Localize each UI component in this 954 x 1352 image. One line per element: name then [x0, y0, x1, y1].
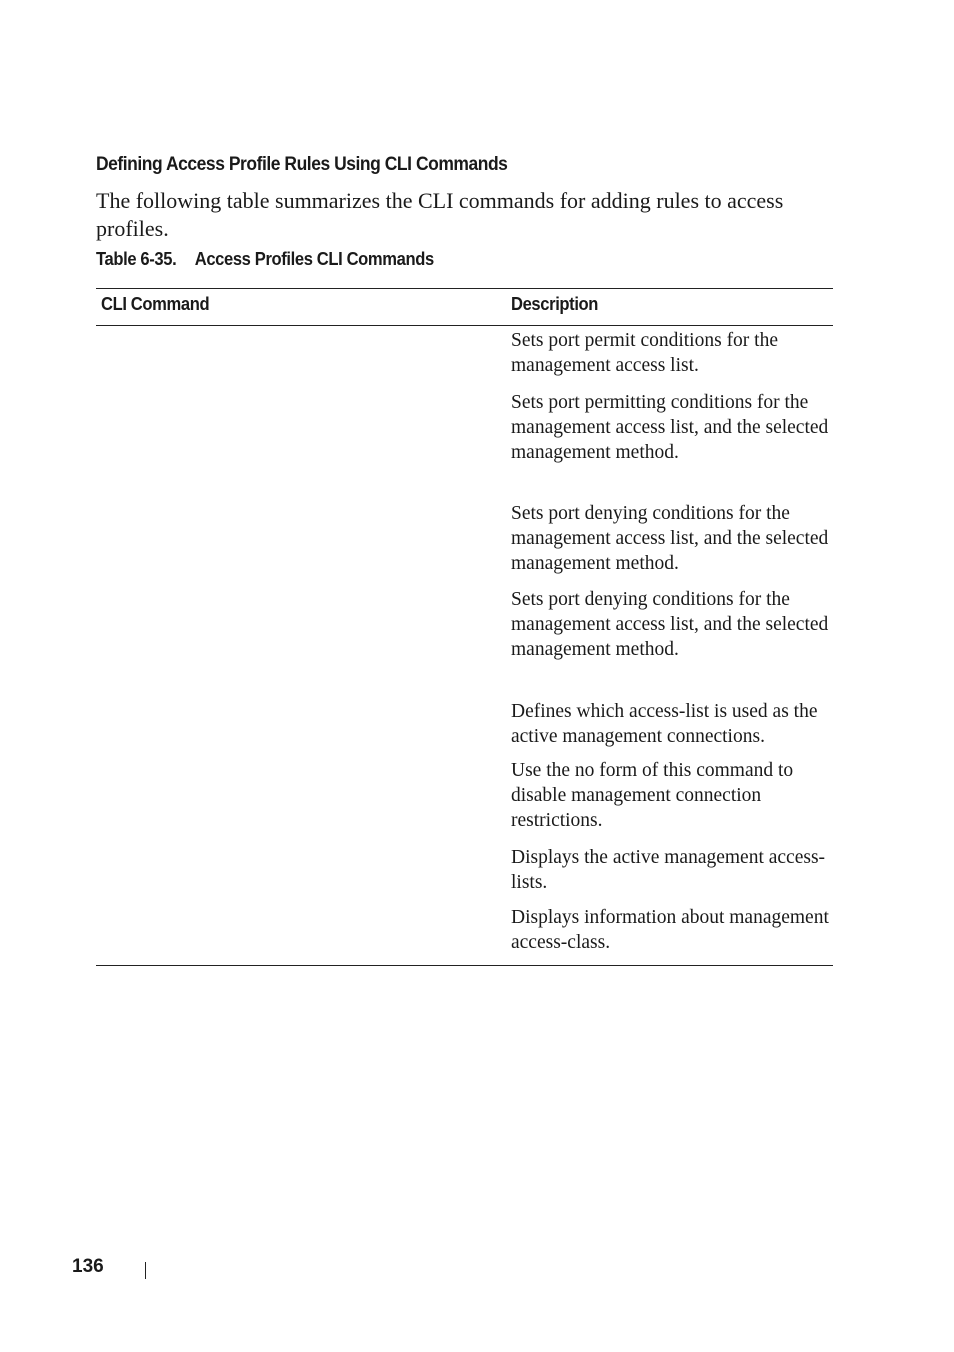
table-row-description: Sets port permitting conditions for the management access list, and the selected management method. — [511, 392, 829, 463]
table-header-row — [96, 289, 833, 326]
table-title: Access Profiles CLI Commands — [194, 249, 434, 269]
table-row-description: Use the no form of this command to disable management connection restrictions. — [511, 760, 794, 831]
cli-commands-table — [96, 288, 833, 966]
column-header-description: Description — [511, 294, 599, 314]
table-row-description: Displays information about management access-class. — [511, 907, 829, 953]
table-number: Table 6-35. — [96, 249, 177, 269]
footer-divider — [145, 1262, 146, 1279]
table-row-description: Displays the active management access-lists. — [511, 847, 826, 893]
table-row-description: Sets port denying conditions for the management access list, and the selected management method. — [511, 503, 829, 574]
column-header-cli-command: CLI Command — [101, 294, 210, 314]
intro-paragraph: The following table summarizes the CLI commands for adding rules to access profiles. — [96, 188, 784, 241]
page-number: 136 — [72, 1256, 104, 1277]
table-row-description: Sets port permit conditions for the management access list. — [511, 330, 779, 376]
table-row-description: Sets port denying conditions for the management access list, and the selected management method. — [511, 589, 829, 660]
table-caption — [96, 249, 434, 270]
table-row-description: Defines which access-list is used as the active management connections. — [511, 701, 818, 747]
section-heading: Defining Access Profile Rules Using CLI Commands — [96, 154, 508, 175]
